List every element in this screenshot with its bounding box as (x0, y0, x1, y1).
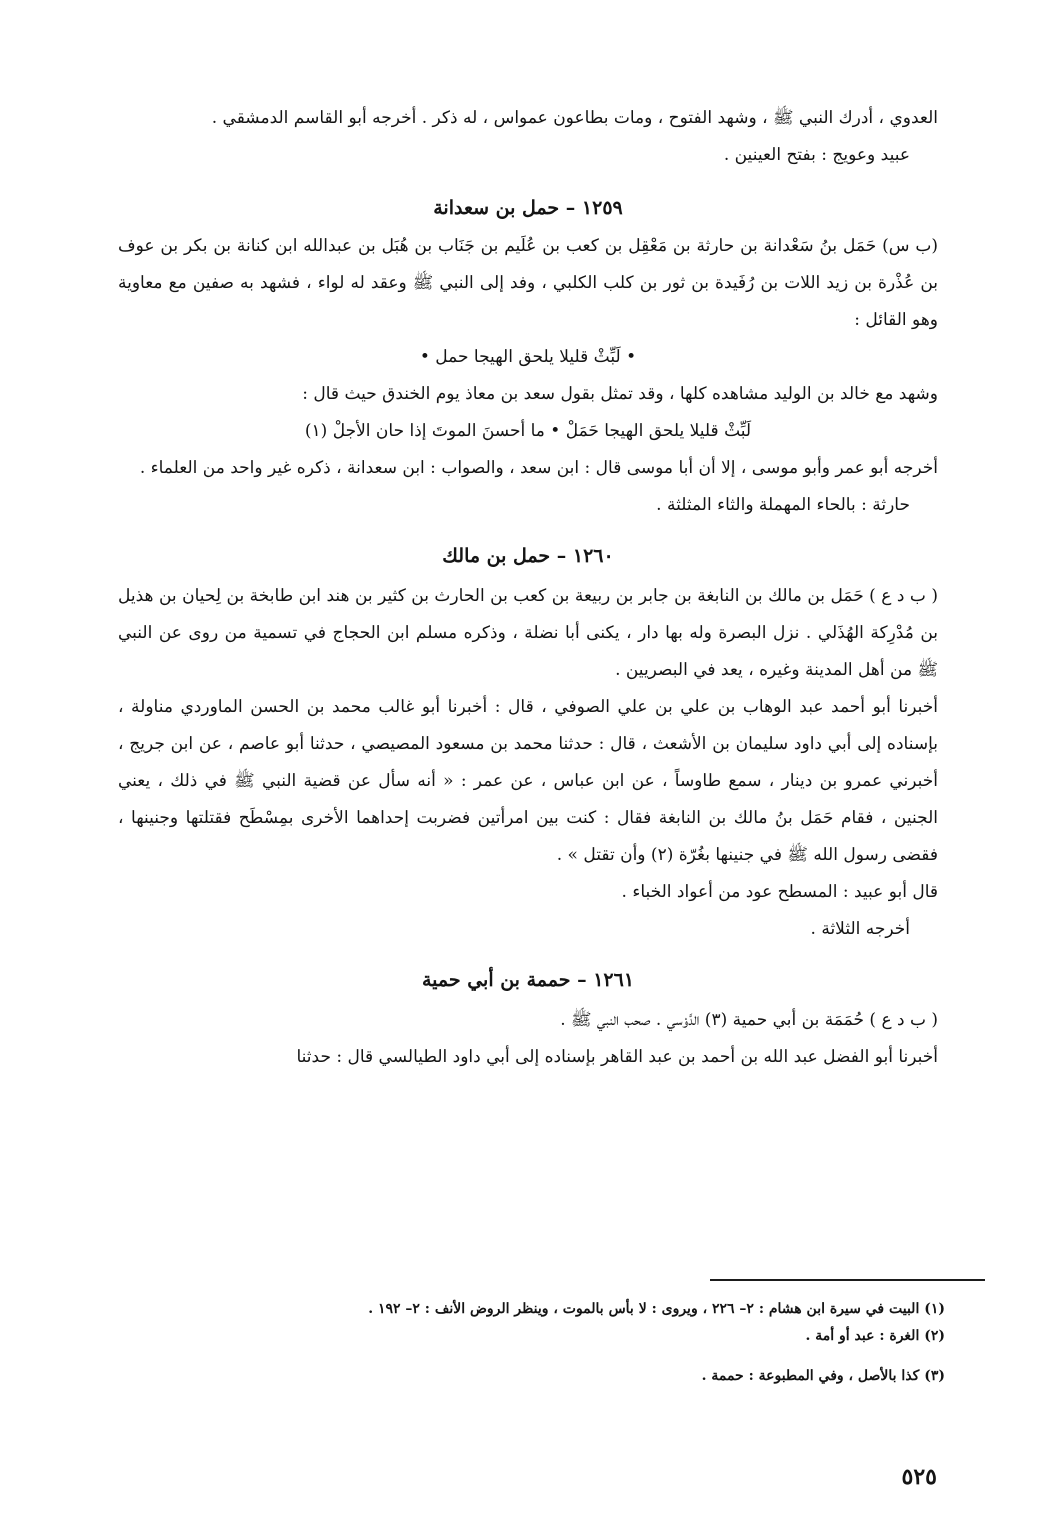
entry-body-1260-b: أخبرنا أبو أحمد عبد الوهاب بن علي بن علي الصوفي ، قال : أخبرنا أبو غالب محمد بن الحسن الماوردي مناولة ، بإسناده إلى أبي داود سليمان بن الأشعث ، قال : حدثنا محمد بن مسعود المصيصي ، حدثنا أبو عاصم ، عن ابن جريج ، أخبرني عمرو بن دينار ، سمع طاوساً ، عن ابن عباس ، عن عمر : « أنه سأل عن قضية النبي ﷺ في ذلك ، يعني الجنين ، فقام حَمَل بنُ مالك بن النابغة فقال : كنت بين امرأتين فضربت إحداهما الأخرى بمِسْطَح فقتلتها وجنينها ، فقضى رسول الله ﷺ في جنينها بغُرّة (٢) وأن تقتل » . (118, 697, 938, 865)
footnote-2: (٢) الغرة : عبد أو أمة . (805, 1328, 945, 1344)
footnote-separator (710, 1279, 985, 1281)
entry-body-1259: (ب س) حَمَل بنُ سَعْدانة بن حارثة بن مَعْقِل بن كعب بن عُلَيم بن جَنَاب بن هُبَل بن عبدالله ابن كنانة بن بكر بن عوف بن عُذْرة بن زيد اللات بن رُفَيدة بن ثور بن كلب الكلبي ، وفد إلى النبي ﷺ وعقد له لواء ، فشهد به صفين مع معاوية وهو القائل : (118, 236, 938, 330)
entry-body-1259-c: أخرجه أبو عمر وأبو موسى ، إلا أن أبا موسى قال : ابن سعد ، والصواب : ابن سعدانة ، ذكره غير واحد من العلماء . (139, 458, 938, 478)
footnote-1: (١) البيت في سيرة ابن هشام : ٢– ٢٢٦ ، ويروى : لا بأس بالموت ، وينظر الروض الأنف : ٢– ١٩٢ . (368, 1301, 945, 1317)
page-number: ٥٢٥ (901, 1464, 937, 1490)
entry-body-1261: ( ب د ع ) حُمَمَة بن أبي حمية (٣) الدَّوْسي . صحب النبي ﷺ . (560, 1010, 938, 1030)
entry-note-1259: حارثة : بالحاء المهملة والثاء المثلثة . (656, 495, 910, 515)
entry-body-1260: ( ب د ع ) حَمَل بن مالك بن النابغة بن جابر بن ربيعة بن كعب بن الحارث بن كثير بن هند ابن طابخة بن لِحيان بن هذيل بن مُدْرِكة الهُذَلي . نزل البصرة وله بها دار ، يكنى أبا نضلة ، وذكره مسلم ابن الحجاج في تسمية من روى عن النبي ﷺ من أهل المدينة وغيره ، يعد في البصريين . (118, 586, 938, 680)
entry-heading-1260: ١٢٦٠ – حمل بن مالك (442, 545, 614, 567)
entry-heading-1261: ١٢٦١ – حممة بن أبي حمية (421, 969, 635, 991)
entry-body-1260-c: قال أبو عبيد : المسطح عود من أعواد الخباء . (621, 882, 938, 902)
verse-line-1: • لَبِّثْ قليلا يلحق الهيجا حمل • (419, 347, 637, 367)
entry-body-1261-b: أخبرنا أبو الفضل عبد الله بن أحمد بن عبد القاهر بإسناده إلى أبي داود الطيالسي قال : حدثنا (296, 1047, 938, 1067)
verse-line-2: لَبِّثْ قليلا يلحق الهيجا حَمَلْ • ما أحسنَ الموتَ إذا حان الأجلْ (١) (304, 421, 752, 441)
footnote-3: (٣) كذا بالأصل ، وفي المطبوعة : حممة . (701, 1368, 945, 1384)
paragraph-note: عبيد وعويج : بفتح العينين . (723, 145, 910, 165)
paragraph-continuation: العدوي ، أدرك النبي ﷺ ، وشهد الفتوح ، ومات بطاعون عمواس ، له ذكر . أخرجه أبو القاسم الدمشقي . (211, 108, 938, 128)
main-text (118, 100, 938, 1076)
entry-note-1260: أخرجه الثلاثة . (810, 919, 910, 939)
entry-heading-1259: ١٢٥٩ – حمل بن سعدانة (433, 197, 623, 219)
entry-body-1259-b: وشهد مع خالد بن الوليد مشاهده كلها ، وقد تمثل بقول سعد بن معاذ يوم الخندق حيث قال : (302, 384, 938, 404)
